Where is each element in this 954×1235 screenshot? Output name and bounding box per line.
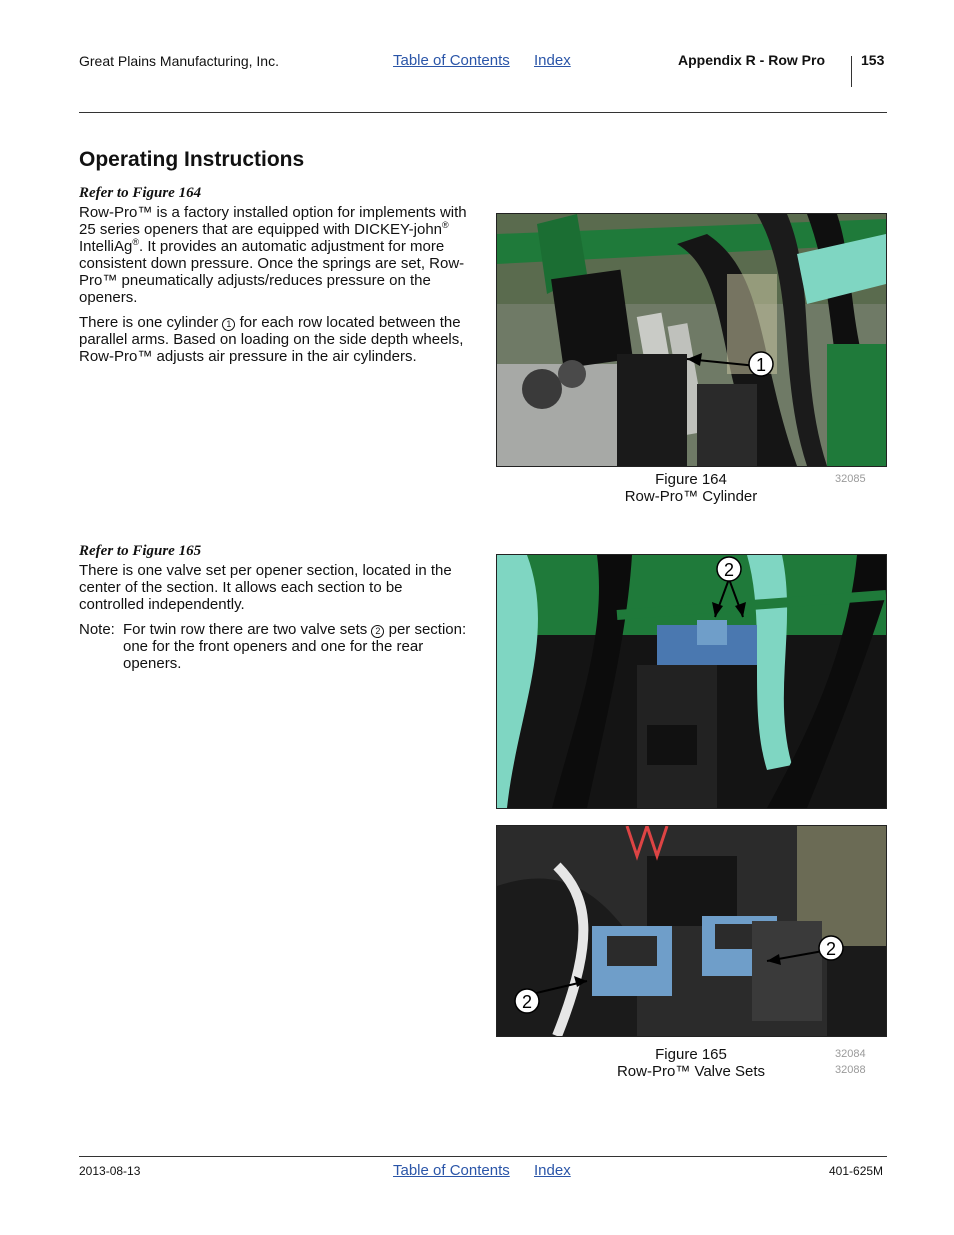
paragraph-intro: Row-Pro™ is a factory installed option for implements with 25 series openers that are equipped with DICKEY-john® IntelliAg®. It provides an automatic adjustment for more consistent down pressure. Once the springs are set, Row-Pro™ pneumatically adjusts/reduces pressure on the openers.: [79, 204, 467, 306]
toc-link-footer[interactable]: Table of Contents: [393, 1162, 510, 1179]
figure-164-caption: Figure 164 Row-Pro™ Cylinder: [624, 471, 758, 505]
figure-164-image-number: 32085: [835, 473, 866, 485]
twin-row-note: [79, 621, 471, 672]
valve-closeup-illustration: [497, 826, 886, 1036]
toc-link-header[interactable]: Table of Contents: [393, 52, 510, 69]
valve-overview-illustration: [497, 555, 886, 808]
note-text: For twin row there are two valve sets 2 per section: one for the front openers and one for the rear openers.: [123, 621, 467, 672]
figure-165-photo-bottom: [496, 825, 887, 1037]
valve-set-description: [79, 562, 471, 613]
page-number: 153: [861, 52, 885, 68]
index-link-footer[interactable]: Index: [534, 1162, 571, 1179]
revision-date: 2013-08-13: [79, 1164, 141, 1178]
paragraph-valve-set: There is one valve set per opener section, located in the center of the section. It allows each section to be controlled independently.: [79, 562, 452, 613]
document-number: 401-625M: [829, 1164, 884, 1178]
callout-1-label: 1: [755, 355, 767, 375]
figure-165-reference: Refer to Figure 165: [79, 543, 202, 559]
figure-164-reference: Refer to Figure 164: [79, 185, 202, 201]
page-title: Operating Instructions: [79, 148, 305, 171]
section-title: Appendix R - Row Pro: [678, 52, 825, 68]
footer-rule: [79, 1156, 887, 1157]
note-label: Note:: [79, 621, 115, 638]
figure-165-caption: Figure 165 Row-Pro™ Valve Sets: [616, 1046, 766, 1080]
cylinder-photo-illustration: [497, 214, 886, 466]
index-link-header[interactable]: Index: [534, 52, 571, 69]
header-divider: [851, 56, 852, 87]
paragraph-cylinder: There is one cylinder 1 for each row located between the parallel arms. Based on loading on the side depth wheels, Row-Pro™ adjusts air pressure in the air cylinders.: [79, 314, 464, 365]
header-rule: [79, 112, 887, 113]
figure-165-photo-top: [496, 554, 887, 809]
company-name: Great Plains Manufacturing, Inc.: [79, 53, 279, 69]
callout-2-top-label: 2: [723, 560, 735, 580]
callout-2-inline: 2: [371, 625, 384, 638]
callout-1-inline: 1: [222, 318, 235, 331]
callout-2-left-label: 2: [521, 992, 533, 1012]
figure-164-photo: [496, 213, 887, 467]
figure-165-image-numbers: 32084 32088: [835, 1048, 866, 1076]
row-pro-description: [79, 204, 471, 365]
callout-2-right-label: 2: [825, 939, 837, 959]
